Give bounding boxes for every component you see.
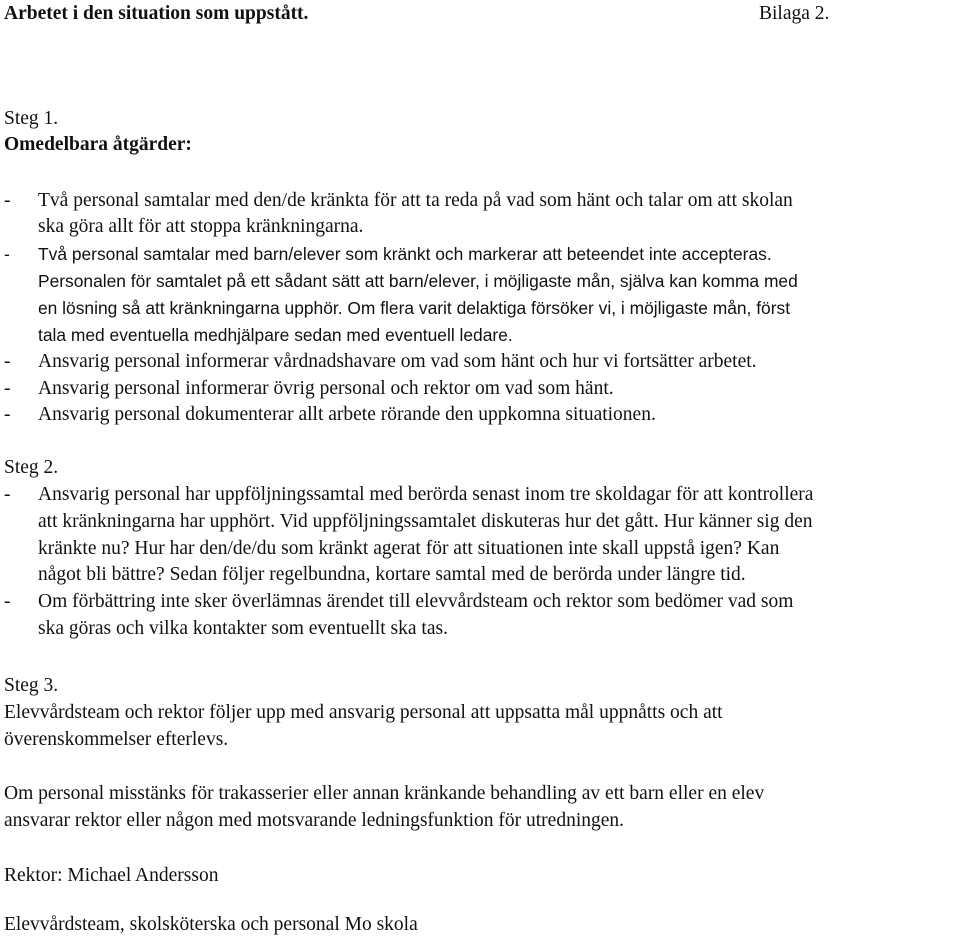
suspicion-text-line: ansvarar rektor eller någon med motsvarande ledningsfunktion för utredningen. xyxy=(4,810,625,831)
list-dash: - xyxy=(4,244,10,264)
list-item-line: kränkte nu? Hur har den/de/du som kränkt agerat för att situationen inte skall uppstå igen? Kan xyxy=(38,538,780,559)
list-item-line: Personalen för samtalet på ett sådant sätt att barn/elever, i möjligaste mån, själva kan komma med xyxy=(38,271,798,291)
list-item-line: Om förbättring inte sker överlämnas ärendet till elevvårdsteam och rektor som bedömer vad som xyxy=(38,591,794,612)
suspicion-text-line: Om personal misstänks för trakasserier eller annan kränkande behandling av ett barn eller en elev xyxy=(4,783,765,804)
list-dash: - xyxy=(4,484,11,505)
principal-name: Rektor: Michael Andersson xyxy=(4,865,219,886)
step1-heading: Omedelbara åtgärder: xyxy=(4,134,192,155)
list-item-line: att kränkningarna har upphört. Vid uppföljningssamtalet diskuteras hur det gått. Hur känner sig den xyxy=(38,511,813,532)
footer-signature: Elevvårdsteam, skolsköterska och personal Mo skola xyxy=(4,914,418,935)
list-item-line: något bli bättre? Sedan följer regelbundna, kortare samtal med de berörda under längre tid. xyxy=(38,564,746,585)
list-dash: - xyxy=(4,591,11,612)
step3-label: Steg 3. xyxy=(4,675,59,696)
step3-text-line: Elevvårdsteam och rektor följer upp med ansvarig personal att uppsatta mål uppnåtts och att xyxy=(4,702,723,723)
list-item-line: tala med eventuella medhjälpare sedan med eventuell ledare. xyxy=(38,325,513,345)
list-item-line: Ansvarig personal informerar övrig personal och rektor om vad som hänt. xyxy=(38,378,614,399)
list-dash: - xyxy=(4,378,11,399)
list-item-line: ska göras och vilka kontakter som eventuellt ska tas. xyxy=(38,618,448,639)
step3-text-line: överenskommelser efterlevs. xyxy=(4,729,229,750)
document-title: Arbetet i den situation som uppstått. xyxy=(4,3,309,24)
list-item-line: en lösning så att kränkningarna upphör. Om flera varit delaktiga försöker vi, i möjligaste mån, först xyxy=(38,298,791,318)
list-item-line: ska göra allt för att stoppa kränkningarna. xyxy=(38,216,364,237)
step2-label: Steg 2. xyxy=(4,457,59,478)
document-page xyxy=(4,0,960,938)
list-dash: - xyxy=(4,190,11,211)
list-item-line: Två personal samtalar med den/de kränkta för att ta reda på vad som hänt och talar om att skolan xyxy=(38,190,793,211)
list-item-line: Ansvarig personal informerar vårdnadshavare om vad som hänt och hur vi fortsätter arbetet. xyxy=(38,351,757,372)
attachment-label: Bilaga 2. xyxy=(759,3,830,24)
list-item-line: Två personal samtalar med barn/elever som kränkt och markerar att beteendet inte accepteras. xyxy=(38,244,772,264)
list-item-line: Ansvarig personal har uppföljningssamtal med berörda senast inom tre skoldagar för att kontrollera xyxy=(38,484,814,505)
list-item-line: Ansvarig personal dokumenterar allt arbete rörande den uppkomna situationen. xyxy=(38,404,656,425)
list-dash: - xyxy=(4,351,11,372)
step1-label: Steg 1. xyxy=(4,108,59,129)
list-dash: - xyxy=(4,404,11,425)
